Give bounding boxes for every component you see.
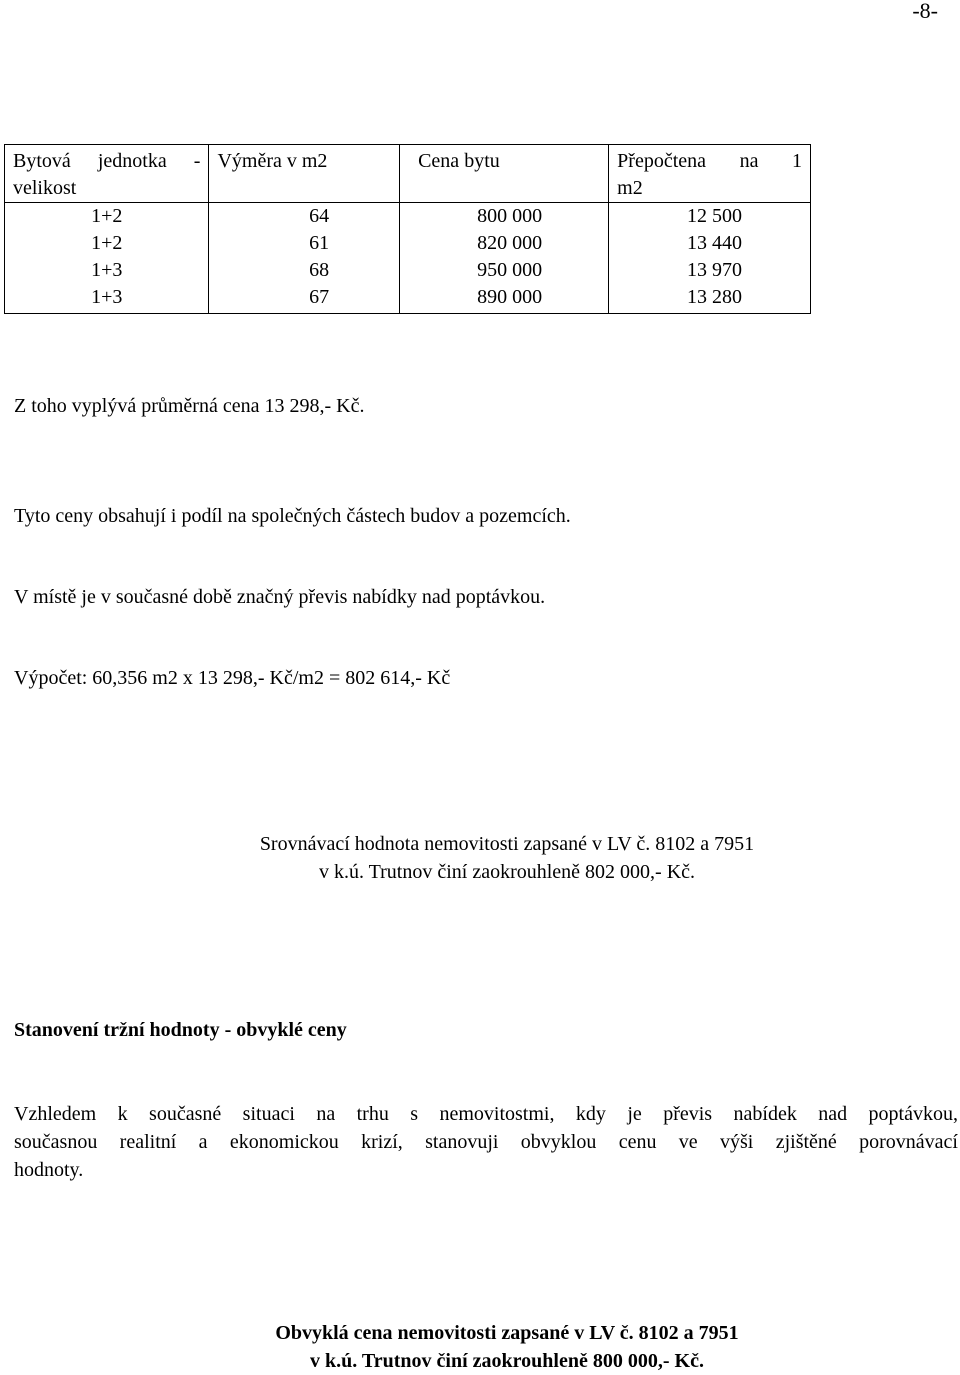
- cell-price-per-m2: 13 280: [609, 284, 811, 314]
- includes-text: Tyto ceny obsahují i podíl na společných částech budov a pozemcích.: [14, 505, 571, 527]
- header-text: jednotka: [97, 150, 167, 172]
- paragraph-line: Vzhledem k současné situaci na trhu s nemovitostmi, kdy je převis nabídek nad poptávkou,: [14, 1103, 958, 1125]
- header-text: m2: [617, 177, 643, 199]
- final-value-line: v k.ú. Trutnov činí zaokrouhleně 800 000,- Kč.: [310, 1350, 704, 1372]
- header-text: Přepočtena: [617, 150, 707, 172]
- cell-price: 890 000: [400, 284, 609, 314]
- header-text: Bytová: [13, 150, 71, 172]
- cell-area: 67: [209, 284, 400, 314]
- comparative-value-block: [214, 830, 800, 886]
- table-row: [5, 257, 811, 284]
- cell-area: 68: [209, 257, 400, 284]
- cell-price-per-m2: 12 500: [609, 203, 811, 231]
- header-price: Cena bytu: [400, 145, 609, 203]
- cell-price: 950 000: [400, 257, 609, 284]
- cell-price-per-m2: 13 970: [609, 257, 811, 284]
- cell-price-per-m2: 13 440: [609, 230, 811, 257]
- calculation-text: Výpočet: 60,356 m2 x 13 298,- Kč/m2 = 802 614,- Kč: [14, 667, 451, 689]
- price-comparison-table: [4, 144, 811, 314]
- page-number: -8-: [912, 0, 938, 23]
- table-row: [5, 284, 811, 314]
- final-value-block: [214, 1319, 800, 1375]
- average-price-text: Z toho vyplývá průměrná cena 13 298,- Kč.: [14, 395, 365, 417]
- header-text: 1: [792, 150, 802, 172]
- header-price-per-m2: [609, 145, 811, 203]
- cell-unit: 1+2: [5, 230, 209, 257]
- paragraph-line: hodnoty.: [14, 1159, 84, 1181]
- section-heading: Stanovení tržní hodnoty - obvyklé ceny: [14, 1019, 347, 1041]
- table-header-row: [5, 145, 811, 203]
- cell-unit: 1+3: [5, 257, 209, 284]
- paragraph-line: současnou realitní a ekonomickou krizí, stanovuji obvyklou cenu ve výši zjištěné porovnávací: [14, 1131, 958, 1153]
- cell-area: 64: [209, 203, 400, 231]
- market-value-paragraph: [14, 1100, 958, 1184]
- final-value-line: Obvyklá cena nemovitosti zapsané v LV č. 8102 a 7951: [275, 1322, 739, 1344]
- header-text: velikost: [13, 177, 77, 199]
- header-area: Výměra v m2: [209, 145, 400, 203]
- cell-price: 800 000: [400, 203, 609, 231]
- comparative-value-line: v k.ú. Trutnov činí zaokrouhleně 802 000,- Kč.: [318, 861, 696, 883]
- table-row: [5, 230, 811, 257]
- header-text: na: [739, 150, 759, 172]
- surplus-text: V místě je v současné době značný převis nabídky nad poptávkou.: [14, 586, 546, 608]
- header-unit-size: [5, 145, 209, 203]
- cell-area: 61: [209, 230, 400, 257]
- cell-price: 820 000: [400, 230, 609, 257]
- header-text: -: [193, 150, 201, 172]
- comparative-value-line: Srovnávací hodnota nemovitosti zapsané v LV č. 8102 a 7951: [259, 833, 755, 855]
- table-row: [5, 203, 811, 231]
- cell-unit: 1+2: [5, 203, 209, 231]
- cell-unit: 1+3: [5, 284, 209, 314]
